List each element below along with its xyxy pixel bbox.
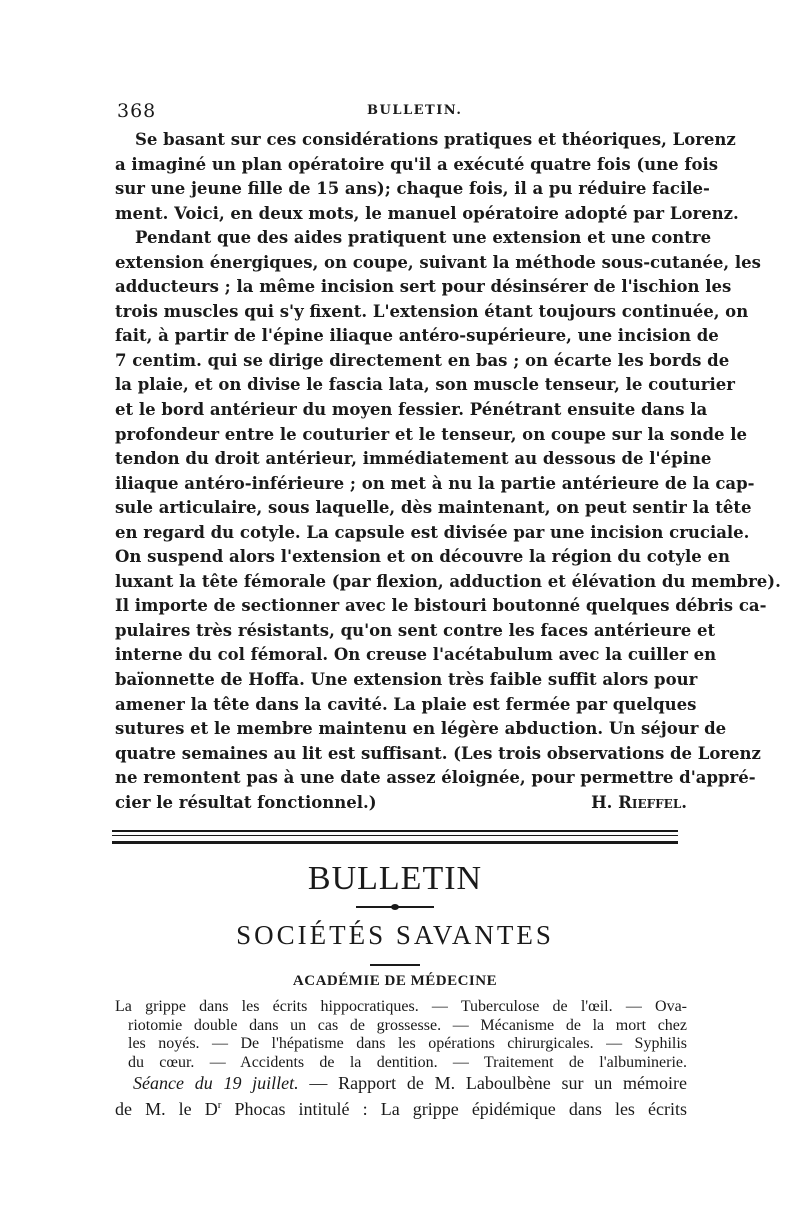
article-body — [115, 128, 781, 815]
text-line: sutures et le membre maintenu en légère abduction. Un séjour de — [115, 719, 727, 739]
text-line: luxant la tête fémorale (par flexion, adduction et élévation du membre). — [115, 571, 781, 591]
text-line: Pendant que des aides pratiquent une extension et une contre — [135, 228, 712, 248]
text-line: pulaires très résistants, qu'on sent contre les faces antérieure et — [115, 620, 716, 640]
seance-line — [115, 1070, 687, 1096]
divider-rule — [370, 964, 420, 966]
summary-block — [115, 998, 687, 1072]
seance-sup: r — [217, 1099, 222, 1111]
seance-paragraph — [115, 1070, 687, 1122]
section-heading: SOCIÉTÉS SAVANTES — [236, 920, 554, 950]
running-head — [117, 100, 685, 126]
ornament-divider — [356, 906, 434, 908]
page-number: 368 — [117, 100, 157, 122]
text-line: adducteurs ; la même incision sert pour désinsérer de l'ischion les — [115, 277, 732, 297]
seance-text: Phocas intitulé : La grippe épidémique dans les écrits — [221, 1099, 687, 1119]
text-line: fait, à partir de l'épine iliaque antéro-supérieure, une incision de — [115, 326, 719, 346]
seance-text: de M. le D — [115, 1099, 218, 1119]
summary-line: du cœur. — Accidents de la dentition. — Traitement de l'albuminerie. — [128, 1053, 687, 1071]
summary-line: La grippe dans les écrits hippocratiques. — Tuberculose de l'œil. — Ova- — [115, 998, 687, 1015]
text-line: ne remontent pas à une date assez éloignée, pour permettre d'appré- — [115, 768, 756, 788]
text-line: Il importe de sectionner avec le bistouri boutonné quelques débris ca- — [115, 596, 767, 616]
text-line: 7 centim. qui se dirige directement en bas ; on écarte les bords de — [115, 350, 730, 370]
text-line: Se basant sur ces considérations pratiques et théoriques, Lorenz — [135, 130, 736, 149]
author-signature: H. Rieffel. — [591, 792, 687, 812]
running-title: BULLETIN. — [367, 103, 463, 118]
divider-rule — [112, 841, 678, 844]
text-line: amener la tête dans la cavité. La plaie est fermée par quelques — [115, 694, 697, 714]
bulletin-heading: BULLETIN — [307, 860, 483, 897]
divider-rule — [112, 830, 678, 832]
text-line: quatre semaines au lit est suffisant. (Les trois observations de Lorenz — [115, 743, 761, 763]
text-line: profondeur entre le couturier et le tenseur, on coupe sur la sonde le — [115, 424, 748, 444]
subsection-heading: ACADÉMIE DE MÉDECINE — [292, 973, 498, 989]
text-line: interne du col fémoral. On creuse l'acétabulum avec la cuiller en — [115, 645, 717, 665]
text-line: On suspend alors l'extension et on découvre la région du cotyle en — [115, 547, 730, 567]
text-line: tendon du droit antérieur, immédiatement au dessous de l'épine — [115, 449, 712, 469]
seance-line — [115, 1096, 687, 1122]
seance-date: Séance du 19 juillet. — [133, 1073, 299, 1093]
text-line: la plaie, et on divise le fascia lata, son muscle tenseur, le couturier — [115, 375, 735, 395]
text-line: cier le résultat fonctionnel.) — [115, 792, 377, 812]
text-line: iliaque antéro-inférieure ; on met à nu la partie antérieure de la cap- — [115, 473, 755, 493]
text-line: a imaginé un plan opératoire qu'il a exécuté quatre fois (une fois — [115, 154, 719, 174]
divider-rule — [112, 835, 678, 836]
seance-text: — Rapport de M. Laboulbène sur un mémoire — [298, 1073, 687, 1093]
text-line: extension énergiques, on coupe, suivant la méthode sous-cutanée, les — [115, 252, 761, 272]
text-line: ment. Voici, en deux mots, le manuel opératoire adopté par Lorenz. — [115, 203, 739, 223]
text-line: sule articulaire, sous laquelle, dès maintenant, on peut sentir la tête — [115, 498, 752, 518]
text-line: en regard du cotyle. La capsule est divisée par une incision cruciale. — [115, 522, 750, 542]
text-line: et le bord antérieur du moyen fessier. Pénétrant ensuite dans la — [115, 400, 708, 420]
summary-line: les noyés. — De l'hépatisme dans les opérations chirurgicales. — Syphilis — [128, 1035, 687, 1052]
summary-line: riotomie double dans un cas de grossesse. — Mécanisme de la mort chez — [128, 1016, 687, 1034]
text-line: baïonnette de Hoffa. Une extension très faible suffit alors pour — [115, 670, 698, 690]
text-line-with-signature — [115, 791, 687, 816]
text-line: sur une jeune fille de 15 ans); chaque fois, il a pu réduire facile- — [115, 179, 710, 199]
text-line: trois muscles qui s'y fixent. L'extension étant toujours continuée, on — [115, 301, 749, 321]
